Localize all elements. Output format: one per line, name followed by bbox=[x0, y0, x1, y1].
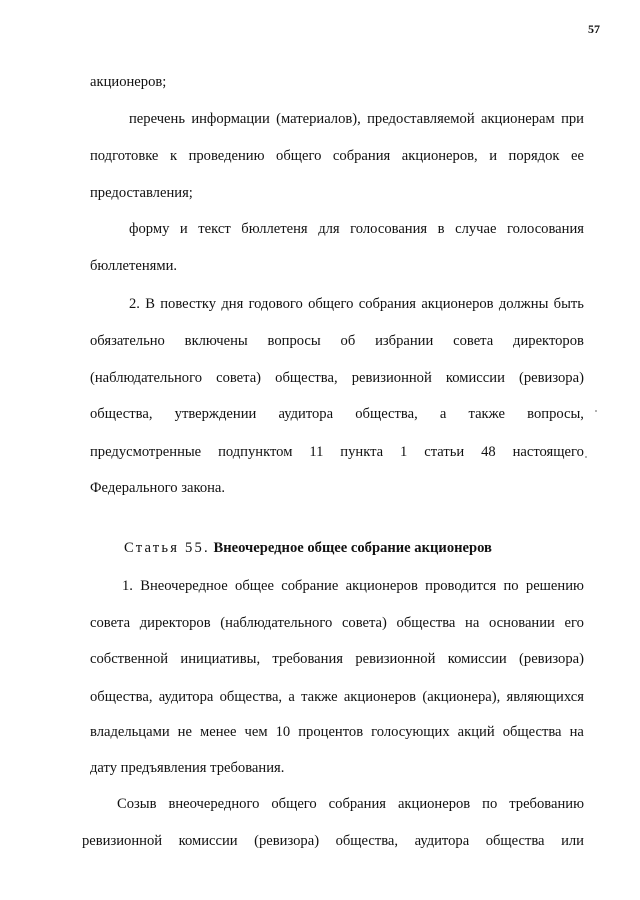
word: по bbox=[482, 796, 498, 812]
word: проводится bbox=[425, 578, 497, 594]
word: аудитора bbox=[278, 406, 334, 422]
word: требованию bbox=[509, 796, 584, 812]
word: избрании bbox=[375, 333, 434, 349]
word: годового bbox=[248, 296, 303, 312]
text-line: дату предъявления требования. bbox=[90, 760, 285, 776]
word: собрания bbox=[358, 296, 417, 312]
word: также bbox=[301, 689, 338, 705]
word: являющихся bbox=[506, 689, 584, 705]
scan-speck bbox=[585, 456, 587, 458]
word: статьи bbox=[424, 444, 465, 460]
word: менее bbox=[200, 724, 237, 740]
word: комиссии bbox=[178, 833, 238, 849]
word: основании bbox=[489, 615, 555, 631]
word: также bbox=[468, 406, 506, 422]
word: подготовке bbox=[90, 148, 159, 164]
text-line: бюллетенями. bbox=[90, 258, 178, 274]
word: совета) bbox=[216, 370, 262, 386]
word: 48 bbox=[481, 444, 496, 460]
text-line bbox=[90, 443, 584, 461]
word: (ревизора) bbox=[519, 651, 584, 667]
word: по bbox=[503, 578, 519, 594]
word: на bbox=[465, 615, 480, 631]
word: аудитора bbox=[414, 833, 470, 849]
text-line bbox=[129, 110, 584, 128]
word: общества, bbox=[335, 833, 399, 849]
word: 11 bbox=[309, 444, 324, 460]
word: пункта bbox=[340, 444, 384, 460]
text-line bbox=[129, 295, 584, 313]
word: 1 bbox=[400, 444, 408, 460]
word: предусмотренные bbox=[90, 444, 202, 460]
word: на bbox=[569, 724, 584, 740]
text-line: Федерального закона. bbox=[90, 480, 226, 496]
text-line bbox=[122, 577, 584, 595]
word: директоров bbox=[513, 333, 584, 349]
word: (акционера), bbox=[422, 689, 501, 705]
word: общества bbox=[502, 724, 562, 740]
word: акционеров bbox=[397, 796, 471, 812]
word: обязательно bbox=[90, 333, 165, 349]
word: об bbox=[340, 333, 356, 349]
word: В bbox=[145, 296, 155, 312]
word: голосующих bbox=[371, 724, 450, 740]
word: в bbox=[437, 221, 445, 237]
word: или bbox=[561, 833, 584, 849]
text-line: предоставления; bbox=[90, 185, 193, 201]
word: комиссии bbox=[445, 370, 505, 386]
word: общего bbox=[271, 796, 317, 812]
word: 10 bbox=[275, 724, 291, 740]
word: голосования bbox=[350, 221, 428, 237]
word: вопросы, bbox=[527, 406, 584, 422]
article-label: Статья 55. bbox=[124, 540, 210, 556]
word: настоящего bbox=[512, 444, 584, 460]
word: голосования bbox=[507, 221, 584, 237]
word: а bbox=[288, 689, 295, 705]
word: утверждении bbox=[174, 406, 257, 422]
word: (наблюдательного bbox=[220, 615, 333, 631]
word: и bbox=[179, 221, 188, 237]
word: (наблюдательного bbox=[90, 370, 202, 386]
word: ревизионной bbox=[351, 370, 432, 386]
text-line bbox=[117, 795, 584, 813]
word: текст bbox=[198, 221, 231, 237]
word: общего bbox=[276, 148, 322, 164]
article-heading bbox=[124, 539, 492, 557]
word: ревизионной bbox=[355, 651, 436, 667]
word: общества bbox=[396, 615, 456, 631]
word: требования bbox=[272, 651, 343, 667]
word: 2. bbox=[129, 296, 140, 312]
word: собрания bbox=[328, 796, 386, 812]
word: акционеров bbox=[343, 689, 417, 705]
word: повестку bbox=[160, 296, 217, 312]
word: Внеочередное bbox=[140, 578, 228, 594]
word: форму bbox=[129, 221, 170, 237]
word: директоров bbox=[139, 615, 211, 631]
word: собрание bbox=[281, 578, 339, 594]
text-line: акционеров; bbox=[90, 74, 167, 90]
word: должны bbox=[498, 296, 549, 312]
text-line bbox=[82, 832, 584, 850]
word: акционеров bbox=[421, 296, 494, 312]
word: его bbox=[564, 615, 584, 631]
word: к bbox=[169, 148, 178, 164]
page-number: 57 bbox=[588, 22, 600, 36]
text-line bbox=[90, 723, 584, 741]
word: (ревизора) bbox=[518, 370, 584, 386]
word: инициативы, bbox=[180, 651, 261, 667]
word: общего bbox=[308, 296, 354, 312]
word: 1. bbox=[122, 578, 133, 594]
word: комиссии bbox=[447, 651, 507, 667]
word: не bbox=[177, 724, 192, 740]
word: случае bbox=[455, 221, 497, 237]
word: и bbox=[489, 148, 498, 164]
word: акционерам bbox=[480, 111, 555, 127]
word: общества, bbox=[355, 406, 418, 422]
word: акционеров, bbox=[401, 148, 478, 164]
word: перечень bbox=[129, 111, 185, 127]
word: (материалов), bbox=[276, 111, 361, 127]
word: владельцами bbox=[90, 724, 170, 740]
word: общества, bbox=[219, 689, 283, 705]
word: вопросы bbox=[267, 333, 321, 349]
word: акционеров bbox=[345, 578, 418, 594]
word: информации bbox=[191, 111, 270, 127]
text-line bbox=[90, 688, 584, 706]
text-line bbox=[90, 147, 584, 165]
word: Созыв bbox=[117, 796, 157, 812]
word: включены bbox=[184, 333, 248, 349]
word: общества bbox=[485, 833, 545, 849]
word: общества, bbox=[275, 370, 338, 386]
word: порядок bbox=[508, 148, 560, 164]
article-title: Внеочередное общее собрание акционеров bbox=[213, 540, 492, 556]
word: при bbox=[561, 111, 584, 127]
word: подпунктом bbox=[218, 444, 293, 460]
word: совета bbox=[90, 615, 131, 631]
word: для bbox=[318, 221, 340, 237]
word: собрания bbox=[332, 148, 391, 164]
text-line bbox=[90, 614, 584, 632]
text-line bbox=[90, 369, 584, 387]
word: совета) bbox=[341, 615, 387, 631]
word: внеочередного bbox=[168, 796, 260, 812]
text-line bbox=[90, 650, 584, 668]
word: ревизионной bbox=[82, 833, 163, 849]
word: совета bbox=[453, 333, 494, 349]
word: общества, bbox=[90, 406, 153, 422]
scan-speck bbox=[595, 410, 597, 412]
word: общества, bbox=[90, 689, 153, 705]
word: бюллетеня bbox=[241, 221, 308, 237]
word: ее bbox=[571, 148, 584, 164]
word: предоставляемой bbox=[367, 111, 475, 127]
word: решению bbox=[525, 578, 584, 594]
word: дня bbox=[221, 296, 244, 312]
word: проведению bbox=[188, 148, 265, 164]
word: процентов bbox=[298, 724, 364, 740]
word: чем bbox=[244, 724, 268, 740]
text-line bbox=[129, 220, 584, 238]
word: (ревизора) bbox=[254, 833, 320, 849]
word: акций bbox=[457, 724, 495, 740]
word: общее bbox=[235, 578, 274, 594]
text-line bbox=[90, 332, 584, 350]
text-line bbox=[90, 405, 584, 423]
word: а bbox=[439, 406, 447, 422]
word: собственной bbox=[90, 651, 169, 667]
word: быть bbox=[553, 296, 584, 312]
word: аудитора bbox=[158, 689, 214, 705]
